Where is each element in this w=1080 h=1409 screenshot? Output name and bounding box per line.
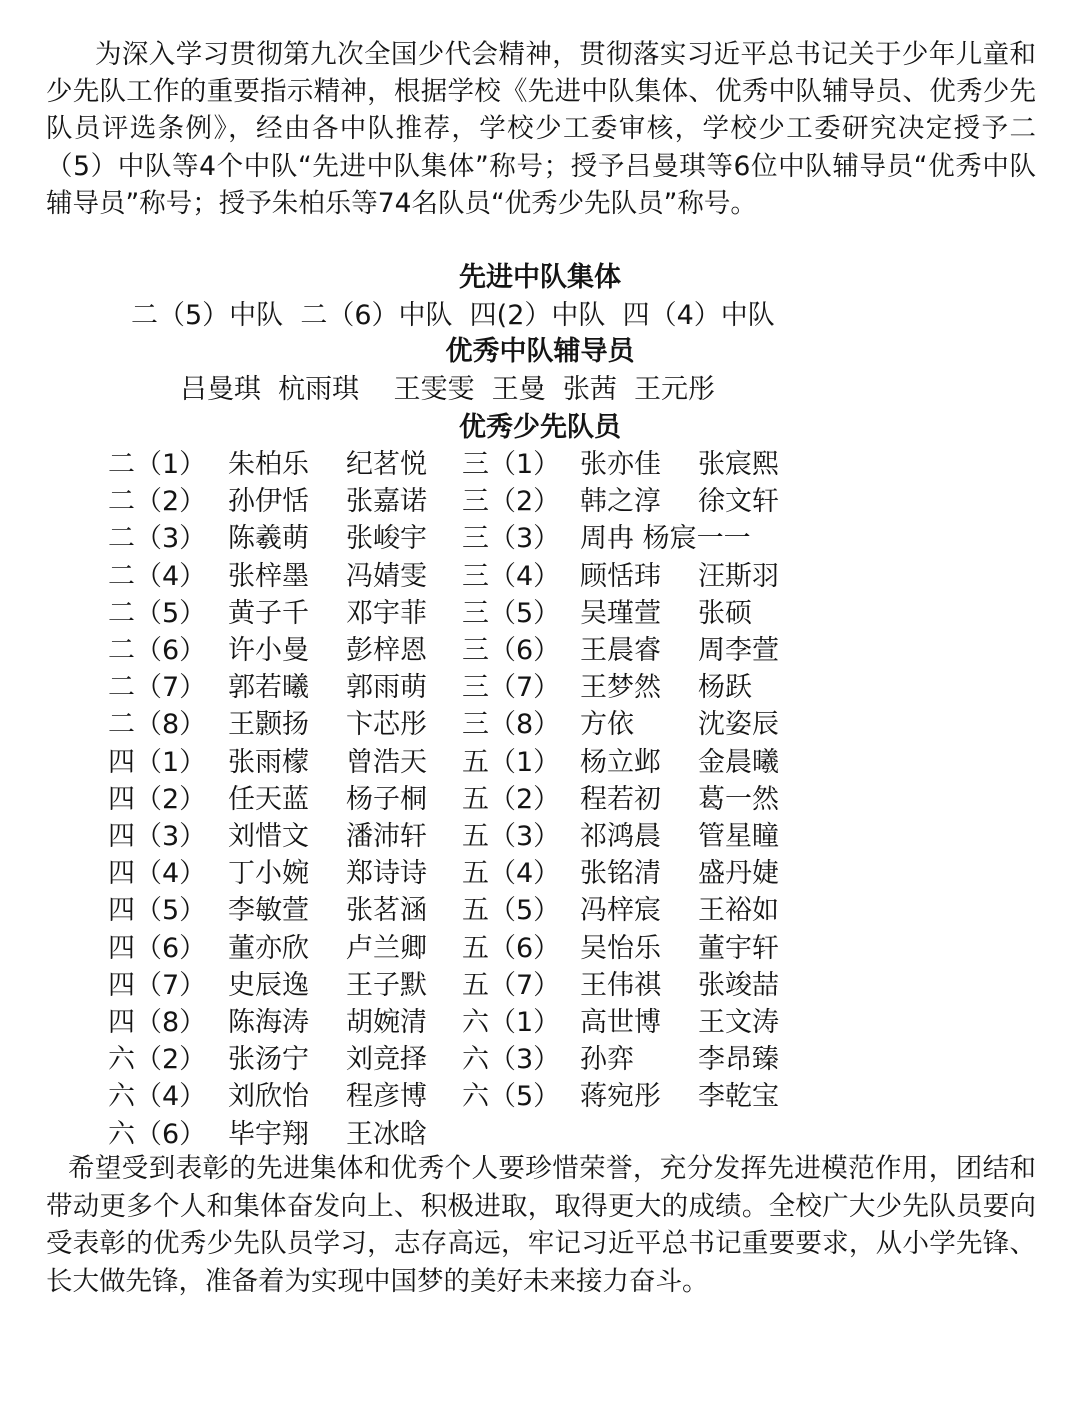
class-label: 三（1） xyxy=(462,449,561,480)
closing-paragraph: 希望受到表彰的先进集体和优秀个人要珍惜荣誉，充分发挥先进模范作用，团结和带动更多个人和集体奋发向上、积极进取，取得更大的成绩。全校广大少先队员要向受表彰的优秀少先队员学习，志存高远，牢记习近平总书记重要要求，从小学先锋、长大做先锋，准备着为实现中国梦的美好未来接力奋斗。 xyxy=(46,1153,1036,1297)
class-label: 六（4） xyxy=(108,1081,207,1113)
member-name: 孙弈 xyxy=(580,1044,634,1076)
member-name: 王梦然 xyxy=(580,672,661,704)
class-label: 六（5） xyxy=(462,1081,561,1113)
class-label: 六（6） xyxy=(108,1118,207,1150)
class-label: 三（5） xyxy=(462,597,561,629)
roster-row xyxy=(0,706,1080,743)
class-label: 四（4） xyxy=(108,858,207,890)
member-name: 沈姿辰 xyxy=(698,709,779,741)
roster-row xyxy=(0,818,1080,855)
counselors-list: 吕曼琪 杭雨琪 王雯雯 王曼 张茜 王元彤 xyxy=(180,374,715,405)
counselors-heading: 优秀中队辅导员 xyxy=(445,336,635,367)
member-name: 盛丹婕 xyxy=(698,858,779,890)
class-label: 三（7） xyxy=(462,672,561,704)
member-name: 任天蓝 xyxy=(228,783,309,815)
member-name: 王冰晗 xyxy=(346,1118,427,1150)
advanced-units-list: 二（5）中队 二（6）中队 四(2）中队 四（4）中队 xyxy=(131,300,775,331)
member-name: 张茗涵 xyxy=(346,895,427,927)
class-label: 二（6） xyxy=(108,635,207,666)
members-roster xyxy=(0,446,1080,1156)
member-name: 冯婧雯 xyxy=(346,560,427,592)
class-label: 五（4） xyxy=(462,858,561,890)
member-name: 孙伊恬 xyxy=(228,486,309,518)
member-name: 金晨曦 xyxy=(698,746,779,778)
member-name: 张嘉诺 xyxy=(346,486,427,518)
class-label: 四（5） xyxy=(108,895,207,927)
roster-row xyxy=(0,1004,1080,1041)
class-label: 六（3） xyxy=(462,1044,561,1076)
class-label: 二（5） xyxy=(108,597,207,629)
member-name: 杨子桐 xyxy=(346,783,427,815)
member-name: 李昂臻 xyxy=(698,1044,779,1076)
member-name: 韩之淳 xyxy=(580,486,661,518)
member-name: 张亦佳 xyxy=(580,449,661,480)
member-name: 张梓墨 xyxy=(228,560,309,592)
roster-row xyxy=(0,669,1080,706)
member-name: 李乾宝 xyxy=(698,1081,779,1113)
member-name: 张铭清 xyxy=(580,858,661,890)
member-name: 董宇轩 xyxy=(698,932,779,964)
member-name: 张宸熙 xyxy=(698,449,779,480)
roster-row xyxy=(0,1116,1080,1153)
class-label: 三（6） xyxy=(462,635,561,666)
member-name: 黄子千 xyxy=(228,597,309,629)
class-label: 二（1） xyxy=(108,449,207,480)
member-name: 王晨睿 xyxy=(580,635,661,666)
member-name: 刘惜文 xyxy=(228,821,309,852)
roster-row xyxy=(0,1041,1080,1078)
member-name: 陈羲萌 xyxy=(228,523,309,555)
member-name: 高世博 xyxy=(580,1007,661,1038)
class-label: 四（2） xyxy=(108,783,207,815)
class-label: 六（1） xyxy=(462,1007,561,1038)
member-name: 程彦博 xyxy=(346,1081,427,1113)
member-name: 张汤宁 xyxy=(228,1044,309,1076)
roster-row xyxy=(0,930,1080,967)
advanced-units-heading: 先进中队集体 xyxy=(459,262,621,293)
member-name: 许小曼 xyxy=(228,635,309,666)
member-name: 杨立邺 xyxy=(580,746,661,778)
member-name: 郭雨萌 xyxy=(346,672,427,704)
roster-row xyxy=(0,632,1080,669)
class-label: 五（1） xyxy=(462,746,561,778)
member-name: 程若初 xyxy=(580,783,661,815)
intro-paragraph: 为深入学习贯彻第九次全国少代会精神，贯彻落实习近平总书记关于少年儿童和少先队工作的重要指示精神，根据学校《先进中队集体、优秀中队辅导员、优秀少先队员评选条例》，经由各中队推荐，学校少工委审核，学校少工委研究决定授予二（5）中队等4个中队“先进中队集体”称号；授予吕曼琪等6位中队辅导员“优秀中队辅导员”称号；授予朱柏乐等74名队员“优秀少先队员”称号。 xyxy=(46,39,1036,219)
member-name: 朱柏乐 xyxy=(228,449,309,480)
member-name: 王伟祺 xyxy=(580,969,661,1001)
class-label: 四（3） xyxy=(108,821,207,852)
member-name: 史辰逸 xyxy=(228,969,309,1001)
member-name: 张硕 xyxy=(698,597,752,629)
class-label: 四（8） xyxy=(108,1007,207,1038)
member-name: 王颢扬 xyxy=(228,709,309,741)
member-name: 潘沛轩 xyxy=(346,821,427,852)
roster-row xyxy=(0,744,1080,781)
member-name: 丁小婉 xyxy=(228,858,309,890)
member-name: 杨跃 xyxy=(698,672,752,704)
member-name: 张峻宇 xyxy=(346,523,427,555)
class-label: 二（8） xyxy=(108,709,207,741)
members-heading: 优秀少先队员 xyxy=(459,412,621,443)
member-name: 卞芯彤 xyxy=(346,709,427,741)
member-name: 王文涛 xyxy=(698,1007,779,1038)
class-label: 五（3） xyxy=(462,821,561,852)
member-name: 彭梓恩 xyxy=(346,635,427,666)
member-name: 王裕如 xyxy=(698,895,779,927)
roster-row xyxy=(0,520,1080,557)
member-name: 冯梓宸 xyxy=(580,895,661,927)
member-name: 郭若曦 xyxy=(228,672,309,704)
member-name: 胡婉清 xyxy=(346,1007,427,1038)
member-name: 周冉 杨宸一一 xyxy=(580,523,751,555)
class-label: 三（8） xyxy=(462,709,561,741)
class-label: 二（7） xyxy=(108,672,207,704)
roster-row xyxy=(0,781,1080,818)
class-label: 四（1） xyxy=(108,746,207,778)
roster-row xyxy=(0,855,1080,892)
member-name: 张竣喆 xyxy=(698,969,779,1001)
member-name: 顾恬玮 xyxy=(580,560,661,592)
member-name: 毕宇翔 xyxy=(228,1118,309,1150)
roster-row xyxy=(0,483,1080,520)
roster-row xyxy=(0,558,1080,595)
class-label: 五（2） xyxy=(462,783,561,815)
member-name: 卢兰卿 xyxy=(346,932,427,964)
member-name: 吴瑾萱 xyxy=(580,597,661,629)
member-name: 刘竞择 xyxy=(346,1044,427,1076)
roster-row xyxy=(0,446,1080,483)
member-name: 曾浩天 xyxy=(346,746,427,778)
member-name: 蒋宛彤 xyxy=(580,1081,661,1113)
class-label: 二（2） xyxy=(108,486,207,518)
class-label: 四（6） xyxy=(108,932,207,964)
class-label: 三（2） xyxy=(462,486,561,518)
member-name: 纪茗悦 xyxy=(346,449,427,480)
roster-row xyxy=(0,1078,1080,1115)
class-label: 二（4） xyxy=(108,560,207,592)
class-label: 三（3） xyxy=(462,523,561,555)
member-name: 张雨檬 xyxy=(228,746,309,778)
roster-row xyxy=(0,595,1080,632)
roster-row xyxy=(0,967,1080,1004)
class-label: 五（7） xyxy=(462,969,561,1001)
member-name: 李敏萱 xyxy=(228,895,309,927)
member-name: 周李萱 xyxy=(698,635,779,666)
class-label: 三（4） xyxy=(462,560,561,592)
class-label: 四（7） xyxy=(108,969,207,1001)
member-name: 邓宇菲 xyxy=(346,597,427,629)
member-name: 郑诗诗 xyxy=(346,858,427,890)
class-label: 五（6） xyxy=(462,932,561,964)
member-name: 王子默 xyxy=(346,969,427,1001)
class-label: 二（3） xyxy=(108,523,207,555)
member-name: 吴怡乐 xyxy=(580,932,661,964)
member-name: 汪斯羽 xyxy=(698,560,779,592)
member-name: 祁鸿晨 xyxy=(580,821,661,852)
member-name: 方依 xyxy=(580,709,634,741)
member-name: 徐文轩 xyxy=(698,486,779,518)
roster-row xyxy=(0,892,1080,929)
member-name: 陈海涛 xyxy=(228,1007,309,1038)
class-label: 五（5） xyxy=(462,895,561,927)
member-name: 董亦欣 xyxy=(228,932,309,964)
member-name: 刘欣怡 xyxy=(228,1081,309,1113)
member-name: 葛一然 xyxy=(698,783,779,815)
member-name: 管星瞳 xyxy=(698,821,779,852)
class-label: 六（2） xyxy=(108,1044,207,1076)
